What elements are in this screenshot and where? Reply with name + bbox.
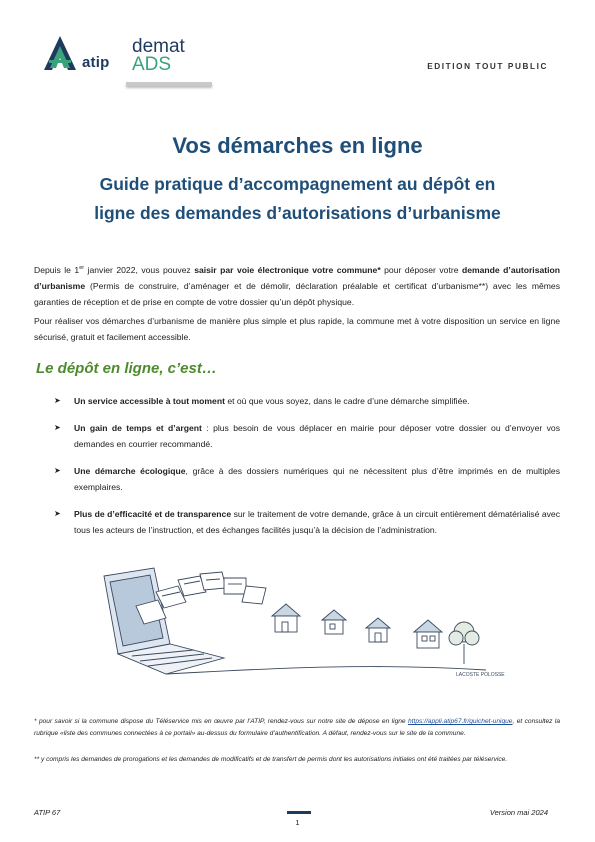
intro-paragraph-2: Pour réaliser vos démarches d’urbanisme de manière plus simple et plus rapide, la commune met à votre disposition un service en ligne sécurisé, gratuit et facilement accessible.: [34, 316, 560, 342]
list-item-bold: Plus de d’efficacité et de transparence: [74, 509, 232, 519]
footer-organization: ATIP 67: [34, 808, 61, 817]
list-item-bold: Un service accessible à tout moment: [74, 396, 225, 406]
logo-product-line2: ADS: [132, 54, 172, 75]
list-item-bold: Un gain de temps et d’argent: [74, 423, 202, 433]
intro-p1-bold1: saisir par voie électronique votre commune*: [194, 265, 381, 275]
subtitle-line-1: Guide pratique d’accompagnement au dépôt en: [99, 174, 496, 194]
footnote-1: [34, 716, 560, 740]
list-item: [54, 420, 560, 452]
footnote-1-text-after: , et consultez la rubrique «liste des communes connectées à ce portail» au-dessus du formulaire d’authentification. A défaut, rendez-vous sur le site de la commune.: [34, 718, 560, 737]
benefits-list: [54, 393, 561, 549]
list-item: [54, 463, 560, 495]
logo-product-line1: demat: [132, 36, 185, 57]
logo-brand: atip: [82, 54, 110, 71]
intro-paragraph-1: [34, 262, 560, 310]
atip-logo-icon: [40, 34, 80, 74]
subtitle-line-2: ligne des demandes d’autorisations d’urbanisme: [94, 203, 501, 223]
arrow-bullet-icon: ➤: [54, 509, 61, 518]
logo: [40, 34, 212, 90]
list-item: [54, 393, 560, 409]
logo-underline: [126, 82, 212, 86]
footer-version: Version mai 2024: [489, 808, 548, 817]
page-number: 1: [295, 818, 300, 827]
intro-p1-sup: er: [79, 265, 85, 272]
arrow-bullet-icon: ➤: [54, 396, 61, 405]
list-item-bold: Une démarche écologique: [74, 466, 186, 476]
intro-p1-bold2: demande d’autorisation d’urbanisme: [34, 265, 560, 291]
footnote-2: ** y compris les demandes de prorogations et les demandes de modificatifs et de transfert de permis dont les autorisations initiales ont été traitées par téléservice.: [34, 756, 508, 763]
page-subtitle: [0, 170, 595, 228]
edition-label: EDITION TOUT PUBLIC: [427, 62, 548, 71]
list-item: [54, 506, 561, 538]
footnote-1-text: * pour savoir si la commune dispose du Téléservice mis en œuvre par l’ATIP, rendez-vous sur notre site de dépose en ligne: [34, 718, 408, 725]
arrow-bullet-icon: ➤: [54, 423, 61, 432]
intro-p1-text4: (Permis de construire, d’aménager et de démolir, déclaration préalable et certificat d’urbanisme**) avec les mêmes garanties de réception et de prise en compte de votre dossier qu’un dépôt physique.: [34, 281, 560, 307]
intro-p1-text3: pour déposer votre: [380, 265, 462, 275]
page-number-bar: [287, 811, 311, 814]
illustration-signature: [456, 672, 505, 678]
intro-p1-depuis: Depuis le 1: [34, 265, 80, 275]
illustration-laptop-houses: [96, 566, 506, 690]
intro-p1-text2: janvier 2022, vous pouvez: [84, 265, 195, 275]
guichet-unique-link[interactable]: https://appli.atip67.fr/guichet-unique: [407, 718, 513, 725]
list-item-text: et où que vous soyez, dans le cadre d’une démarche simplifiée.: [224, 396, 470, 406]
page-title: Vos démarches en ligne: [172, 133, 423, 158]
list-item-text: , grâce à des dossiers numériques qui ne nécessitent plus d’être imprimés en de multiples exemplaires.: [74, 466, 560, 492]
list-item-text: : plus besoin de vous déplacer en mairie pour déposer votre dossier ou d’envoyer vos demandes en courrier recommandé.: [74, 423, 560, 449]
arrow-bullet-icon: ➤: [54, 466, 61, 475]
list-item-text: sur le traitement de votre demande, grâce à un circuit entièrement dématérialisé avec tous les acteurs de l’instruction, et des échanges facilités jusqu’à la décision de l’administration.: [74, 509, 561, 535]
illustration-signature-text: LACOSTE POLOSSE: [456, 672, 505, 678]
section-title: Le dépôt en ligne, c’est…: [36, 360, 217, 377]
